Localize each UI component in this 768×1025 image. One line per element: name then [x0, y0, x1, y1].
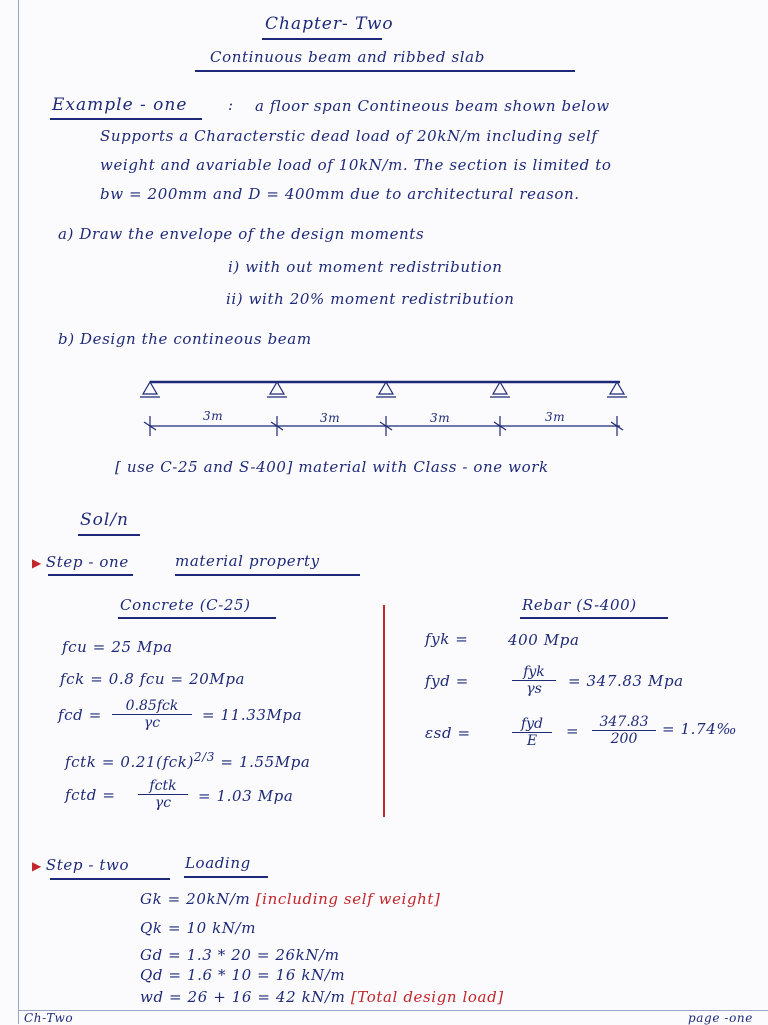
bullet-arrow-icon: ▶: [32, 859, 42, 873]
rebar-heading: Rebar (S-400): [522, 596, 637, 614]
esd-equals: =: [566, 722, 580, 740]
fctk-exponent: 2/3: [193, 750, 216, 764]
step-two-title-underline: [184, 876, 268, 878]
fyd-numerator: fyk: [512, 664, 556, 681]
fck-line: fck = 0.8 fcu = 20Mpa: [60, 670, 246, 688]
esd-fraction: [512, 716, 552, 749]
esd-fraction-2: [592, 714, 656, 747]
fctd-label: fctd =: [65, 786, 116, 804]
part-a-ii: ii) with 20% moment redistribution: [226, 290, 515, 308]
chapter-underline: [262, 38, 382, 40]
fyd-label: fyd =: [425, 672, 469, 690]
fctd-numerator: fctk: [138, 778, 188, 795]
part-a-i: i) with out moment redistribution: [228, 258, 503, 276]
wd-line: wd = 26 + 16 = 42 kN/m [Total design load]: [140, 988, 504, 1006]
fyd-denominator: γs: [526, 681, 542, 697]
support-1: [140, 382, 160, 397]
step-two-underline: [50, 878, 170, 880]
step-two: ▶ Step - two: [32, 856, 130, 874]
span-label-1: 3m: [203, 409, 224, 423]
example-underline: [50, 118, 202, 120]
step-one-title-underline: [175, 574, 360, 576]
support-2: [267, 382, 287, 397]
support-3: [376, 382, 396, 397]
fctk-line: fctk = 0.21(fck)$^{2/3}$ = 1.55Mpa: [65, 750, 311, 771]
fyk-value: 400 Mpa: [508, 631, 580, 649]
material-note: [ use C-25 and S-400] material with Class - one work: [115, 458, 549, 476]
fctd-denominator: γc: [154, 795, 172, 811]
fyk-label: fyk =: [425, 630, 469, 648]
gk-line: Gk = 20kN/m [including self weight]: [140, 890, 441, 908]
example-line-4: bw = 200mm and D = 400mm due to architectural reason.: [100, 185, 580, 203]
support-4: [490, 382, 510, 397]
fcu-line: fcu = 25 Mpa: [62, 638, 173, 656]
qd-line: Qd = 1.6 * 10 = 16 kN/m: [140, 966, 346, 984]
column-divider: [383, 605, 385, 817]
step-one-underline: [48, 574, 133, 576]
esd-value: = 1.74‰: [662, 720, 738, 738]
fyd-fraction: [512, 664, 556, 697]
fcd-value: = 11.33Mpa: [202, 706, 303, 724]
span-label-3: 3m: [430, 411, 451, 425]
subtitle-underline: [195, 70, 575, 72]
example-line-2: Supports a Characterstic dead load of 20kN/m including self: [100, 127, 598, 145]
concrete-heading-underline: [118, 617, 276, 619]
chapter-title: Chapter- Two: [265, 14, 394, 34]
margin-line: [18, 0, 19, 1024]
step-one-title: material property: [175, 552, 320, 570]
step-two-title: Loading: [185, 854, 251, 872]
esd-denominator-2: 200: [610, 731, 638, 747]
fcd-denominator: γc: [143, 715, 161, 731]
fcd-label: fcd =: [58, 706, 102, 724]
example-colon: :: [228, 96, 234, 114]
gd-line: Gd = 1.3 * 20 = 26kN/m: [140, 946, 340, 964]
fcd-fraction: [112, 698, 192, 731]
solution-label: Sol/n: [80, 510, 129, 530]
example-line-1: a floor span Contineous beam shown below: [255, 97, 610, 115]
beam-diagram: [130, 372, 650, 442]
example-label: Example - one: [52, 95, 188, 115]
footer-left: Ch-Two: [24, 1011, 74, 1025]
qk-line: Qk = 10 kN/m: [140, 919, 257, 937]
esd-numerator-2: 347.83: [592, 714, 656, 731]
example-line-3: weight and avariable load of 10kN/m. The section is limited to: [100, 156, 612, 174]
fctd-value: = 1.03 Mpa: [198, 787, 294, 805]
span-label-4: 3m: [545, 410, 566, 424]
esd-denominator: E: [526, 733, 538, 749]
support-5: [607, 382, 627, 397]
span-label-2: 3m: [320, 411, 341, 425]
gk-note: [including self weight]: [255, 890, 441, 908]
esd-numerator: fyd: [512, 716, 552, 733]
esd-label: εsd =: [425, 724, 471, 742]
step-one: ▶ Step - one: [32, 553, 129, 571]
fctd-fraction: [138, 778, 188, 811]
solution-underline: [78, 534, 140, 536]
part-a: a) Draw the envelope of the design moments: [58, 225, 425, 243]
fcd-numerator: 0.85fck: [112, 698, 192, 715]
chapter-subtitle: Continuous beam and ribbed slab: [210, 48, 485, 66]
bullet-arrow-icon: ▶: [32, 556, 42, 570]
concrete-heading: Concrete (C-25): [120, 596, 251, 614]
wd-note: [Total design load]: [350, 988, 504, 1006]
footer-line: [18, 1010, 768, 1011]
part-b: b) Design the contineous beam: [58, 330, 312, 348]
fyd-value: = 347.83 Mpa: [568, 672, 684, 690]
footer-right: page -one: [688, 1011, 753, 1025]
rebar-heading-underline: [520, 617, 668, 619]
